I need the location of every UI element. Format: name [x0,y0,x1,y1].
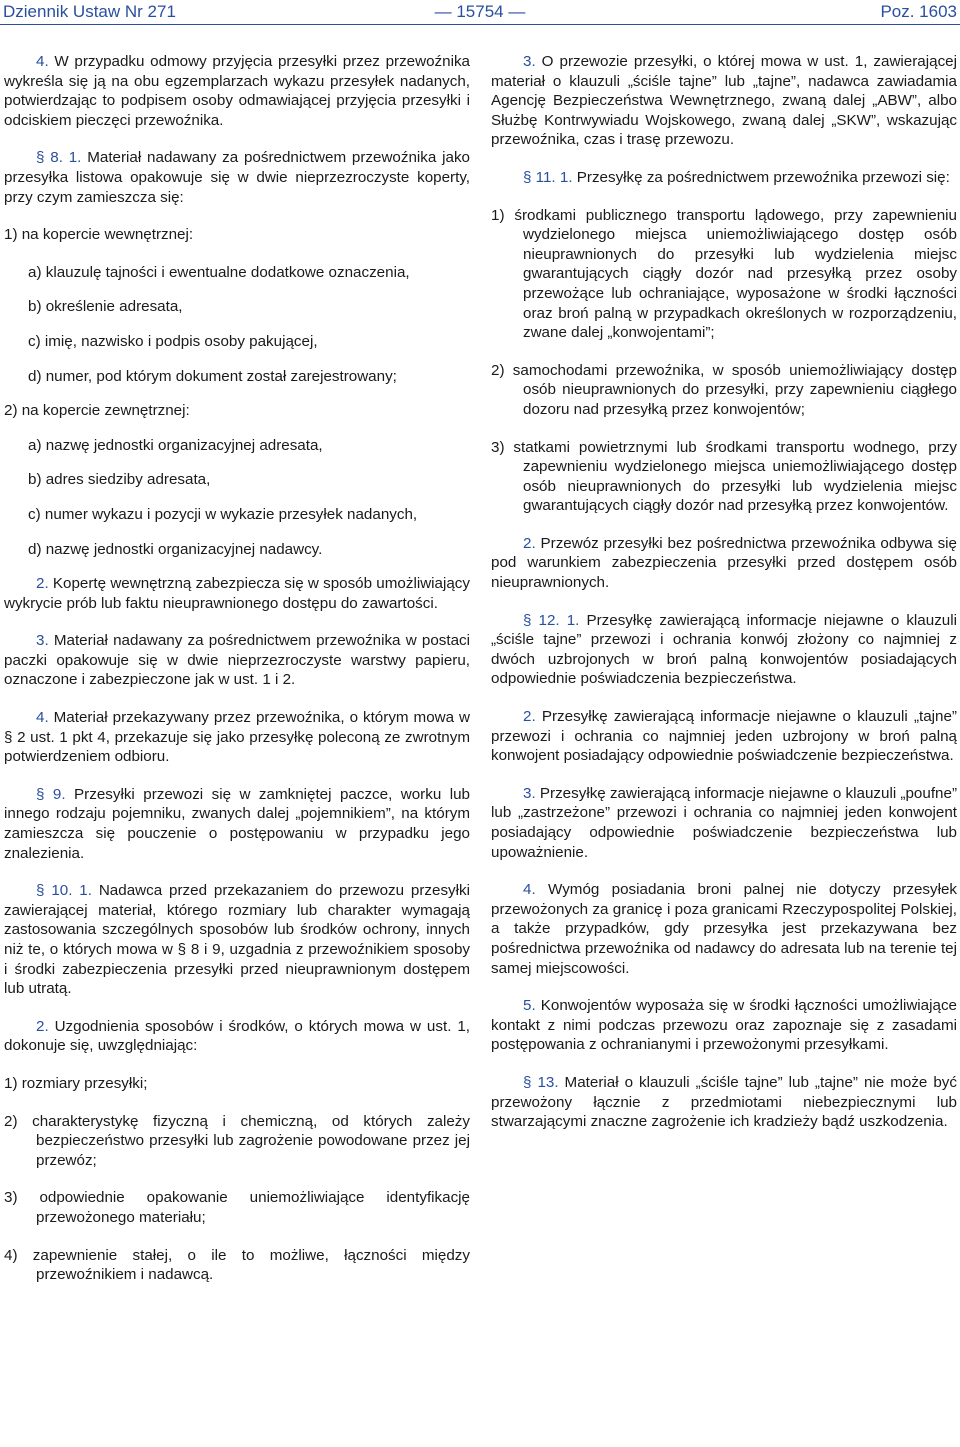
paragraph-text: 3) odpowiednie opakowanie uniemożliwiające identyfikację przewożonego materiału; [4,1189,470,1226]
paragraph [4,436,470,456]
paragraph [4,263,470,283]
paragraph-text: a) nazwę jednostki organizacyjnej adresata, [28,436,323,454]
paragraph [4,470,470,490]
paragraph-text: Konwojentów wyposaża się w środki łączności umożliwiające kontakt z nimi podczas przewozu oraz zapoznaje się z zasadami postępowania z ochranianymi i przewożonymi przesyłkami. [491,997,957,1054]
paragraph-text: Przesyłki przewozi się w zamkniętej paczce, worku lub innego rodzaju pojemniku, zwanych dalej „pojemnikiem”, na którym zamieszcza się pouczenie o postępowaniu w przypadku jego znalezienia. [4,785,470,862]
paragraph-text: Przesyłkę zawierającą informacje niejawne o klauzuli „poufne” lub „zastrzeżone” przewozi i ochrania co najmniej jeden konwojent posiadający odpowiednie poświadczenie bezpieczeństwa lub upoważnienie. [491,784,957,861]
paragraph [491,534,957,593]
paragraph [4,1074,470,1094]
paragraph [4,505,470,525]
paragraph [4,708,470,767]
paragraph-number: 2. [36,575,49,593]
paragraph [4,540,470,560]
left-column [4,52,470,1285]
paragraph-text: 2) charakterystykę fizyczną i chemiczną, od których zależy bezpieczeństwo przesyłki lub zagrożenie powodowane przez jej przewóz; [4,1112,470,1169]
paragraph-text: Przewóz przesyłki bez pośrednictwa przewoźnika odbywa się pod warunkiem zabezpieczenia przesyłki przed dostępem osób nieuprawnionych. [491,534,957,592]
paragraph [491,784,957,862]
paragraph-text: Materiał przekazywany przez przewoźnika, o którym mowa w § 2 ust. 1 pkt 4, przekazuje się jako przesyłkę poleconą ze zwrotnym potwierdzeniem odbioru. [4,709,470,766]
journal-name: Dziennik Ustaw Nr 271 [3,2,176,21]
paragraph-text: Materiał nadawany za pośrednictwem przewoźnika w postaci paczki opakowuje się w dwie nieprzezroczyste warstwy papieru, oznaczone i zabezpieczone jak w ust. 1 i 2. [4,632,470,689]
paragraph-text: c) imię, nazwisko i podpis osoby pakującej, [28,332,318,350]
paragraph-number: § 9. [36,785,66,803]
paragraph-number: 4. [36,709,49,727]
paragraph-number: 4. [523,881,536,899]
paragraph [491,1073,957,1132]
paragraph-text: Przesyłkę za pośrednictwem przewoźnika przewozi się: [572,168,950,186]
paragraph-number: § 13. [523,1073,559,1091]
paragraph [491,611,957,689]
position-number: Poz. 1603 [880,2,957,21]
paragraph [491,206,957,343]
paragraph-number: § 12. 1. [523,611,580,629]
paragraph-text: O przewozie przesyłki, o której mowa w ust. 1, zawierającej materiał o klauzuli „ściśle tajne” lub „tajne”, nadawca zawiadamia Agencję Bezpieczeństwa Wewnętrznego, zwaną dalej „ABW”, albo Służbę Kontrwywiadu Wojskowego, zwaną dalej „SKW”, wskazując przewoźnika, czas i trasę przewozu. [491,53,957,149]
paragraph-text: Wymóg posiadania broni palnej nie dotyczy przesyłek przewożonych za granicę i poza granicami Rzeczypospolitej Polskiej, a także przypadków, gdy przesyłka jest przekazywana bez pośrednictwa przewoźnika od nadawcy do adresata lub na terenie tej samej miejscowości. [491,881,957,977]
paragraph-number: 2. [36,1017,49,1035]
paragraph [4,225,470,245]
paragraph-text: c) numer wykazu i pozycji w wykazie przesyłek nadanych, [28,505,418,523]
paragraph-text: 2) samochodami przewoźnika, w sposób uniemożliwiający dostęp osób nieuprawnionych do przesyłki, przy zapewnieniu ciągłego dozoru nad przesyłką przez konwojentów; [491,361,957,418]
paragraph [491,168,957,188]
paragraph [491,707,957,766]
paragraph [4,785,470,863]
paragraph-text: d) nazwę jednostki organizacyjnej nadawcy. [28,540,323,558]
paragraph-number: § 8. 1. [36,149,82,167]
paragraph-number: 4. [36,53,49,70]
paragraph-text: 1) środkami publicznego transportu lądowego, przy zapewnieniu wydzielonego miejsca uniemożliwiającego dostęp osób nieuprawnionych do przesyłki lub wydzielenia miejsc gwarantujących ciągły dozór nad przesyłką przez osoby przewożące lub ochraniające, wyposażone w środki łączności oraz broń palną w przypadkach określonych w rozporządzeniu, zwane dalej „konwojentami”; [491,206,957,342]
paragraph-text: 1) rozmiary przesyłki; [4,1074,148,1092]
paragraph [4,332,470,352]
paragraph [491,361,957,420]
paragraph-number: § 11. 1. [523,168,573,186]
page-header [0,0,960,26]
paragraph-text: a) klauzulę tajności i ewentualne dodatkowe oznaczenia, [28,263,410,281]
paragraph [4,297,470,317]
paragraph [491,880,957,978]
paragraph-text: Kopertę wewnętrzną zabezpiecza się w sposób umożliwiający wykrycie prób lub faktu nieuprawnionego dostępu do zawartości. [4,575,470,612]
paragraph-text: W przypadku odmowy przyjęcia przesyłki przez przewoźnika wykreśla się ją na obu egzemplarzach wykazu przesyłek nadanych, potwierdzając to podpisem osoby odmawiającej przyjęcia przesyłki i odciskiem pieczęci przewoźnika. [4,53,470,129]
paragraph [491,52,957,150]
paragraph-text: Przesyłkę zawierającą informacje niejawne o klauzuli „ściśle tajne” przewozi i ochrania konwój złożony co najmniej z dwóch uzbrojonych w broń palną konwojentów posiadających odpowiednie poświadczenia bezpieczeństwa. [491,611,957,688]
paragraph-text: Nadawca przed przekazaniem do przewozu przesyłki zawierającej materiał, którego rozmiary lub charakter wymagają zastosowania szczególnych sposobów lub środków ochrony, innych niż te, o których mowa w § 8 i 9, uzgadnia z przewoźnikiem sposoby i środki zabezpieczenia przesyłki przed nieuprawnionym dostępem lub utratą. [4,882,470,998]
paragraph-number: 2. [523,708,536,726]
page-number: — 15754 — [434,2,526,21]
paragraph [491,996,957,1055]
paragraph [491,438,957,516]
paragraph [4,1188,470,1227]
paragraph-text: Materiał nadawany za pośrednictwem przewoźnika jako przesyłka listowa opakowuje się w dwie nieprzezroczyste koperty, przy czym zamieszcza się: [4,149,470,206]
paragraph-number: § 10. 1. [36,882,92,900]
paragraph-text: 3) statkami powietrznymi lub środkami transportu wodnego, przy zapewnieniu wydzielonego miejsca uniemożliwiającego dostęp osób nieuprawnionych do przesyłki lub wydzielenia miejsc gwarantujących ciągły dozór nad przesyłką przez konwojentów. [491,438,957,515]
paragraph [4,401,470,421]
right-column [491,52,957,1132]
paragraph-text: d) numer, pod którym dokument został zarejestrowany; [28,367,397,385]
paragraph [4,574,470,613]
paragraph-number: 3. [36,632,49,650]
paragraph-text: Uzgodnienia sposobów i środków, o których mowa w ust. 1, dokonuje się, uwzględniając: [4,1017,470,1055]
paragraph [4,52,470,130]
paragraph [4,1112,470,1171]
paragraph [4,367,470,387]
paragraph-text: b) adres siedziby adresata, [28,471,211,489]
paragraph-number: 3. [523,53,536,70]
paragraph-text: Przesyłkę zawierającą informacje niejawne o klauzuli „tajne” przewozi i ochrania co najmniej jeden uzbrojony w broń palną konwojent posiadający odpowiednie poświadczenie bezpieczeństwa. [491,708,957,765]
paragraph-text: b) określenie adresata, [28,298,183,316]
header-rule [0,24,960,25]
paragraph [4,631,470,690]
paragraph-text: Materiał o klauzuli „ściśle tajne” lub „tajne” nie może być przewożony łącznie z przedmiotami niebezpiecznymi lub stwarzającymi znaczne zagrożenie ich kradzieży bądź uszkodzenia. [491,1073,957,1131]
paragraph-number: 5. [523,997,536,1015]
paragraph-text: 2) na kopercie zewnętrznej: [4,402,190,420]
paragraph [4,1246,470,1285]
paragraph-number: 3. [523,784,536,802]
paragraph [4,881,470,999]
paragraph-text: 4) zapewnienie stałej, o ile to możliwe, łączności między przewoźnikiem i nadawcą. [4,1246,470,1284]
paragraph [4,1017,470,1056]
paragraph-text: 1) na kopercie wewnętrznej: [4,226,194,244]
paragraph-number: 2. [523,534,536,552]
paragraph [4,148,470,207]
